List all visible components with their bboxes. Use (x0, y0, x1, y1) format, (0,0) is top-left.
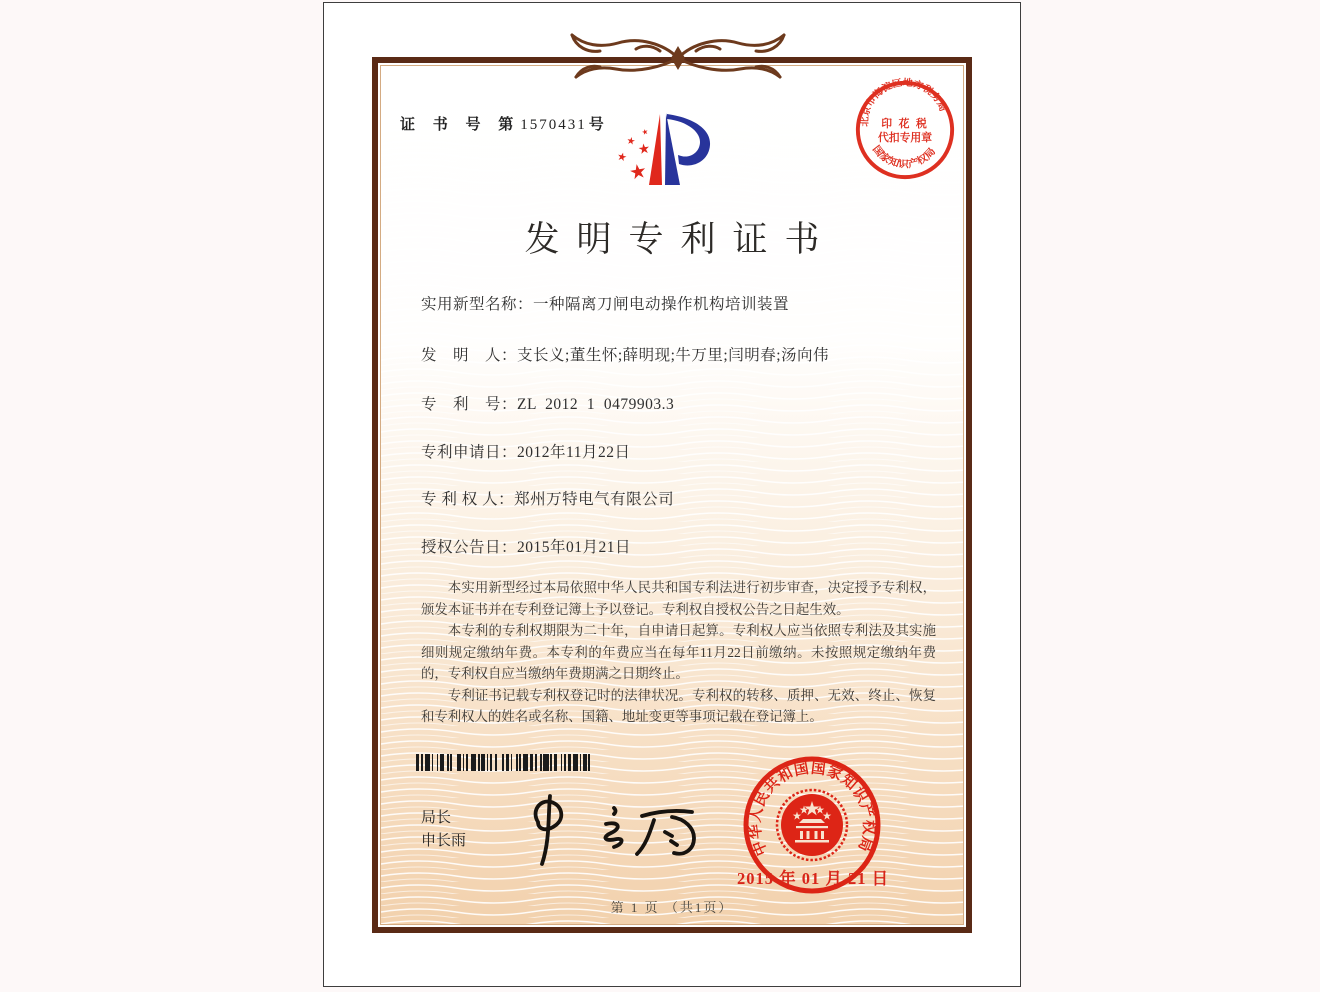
stamp-bottom-text: 国家知识产权局 (869, 143, 938, 171)
stamp-top-text: 北京市海淀区地方税务局 (860, 78, 948, 127)
cnipa-logo-icon (607, 100, 729, 198)
field-patentee (421, 487, 941, 509)
field-label: 实用新型名称： (421, 296, 534, 313)
certificate-title: 发明专利证书 (524, 220, 837, 259)
certificate-number-prefix: 证 书 号 第 (400, 117, 521, 133)
field-label: 授权公告日： (421, 539, 518, 556)
tax-stamp-icon (851, 76, 959, 184)
seal-ring-text: 中华人民共和国国家知识产权局 (746, 759, 878, 859)
certificate-number-value: 1570431 (520, 117, 587, 133)
certificate-content (381, 66, 963, 924)
field-label: 专 利 权 人： (421, 491, 515, 508)
stamp-center-line1: 印 花 税 (881, 118, 929, 131)
field-label: 专 利 号： (421, 396, 518, 413)
field-inventors (421, 343, 941, 365)
certificate-number (400, 113, 604, 134)
stamp-center-line2: 代扣专用章 (878, 131, 932, 144)
signer-block (421, 807, 466, 853)
certificate-page (323, 2, 1021, 987)
seal-date: 2015 年 01 月 21 日 (736, 869, 890, 888)
field-grant-date (421, 535, 941, 557)
certificate-number-suffix: 号 (588, 117, 604, 133)
certificate-frame-inner (380, 65, 964, 925)
field-value: ZL 2012 1 0479903.3 (517, 396, 675, 413)
signer-name: 申长雨 (421, 833, 467, 849)
legal-paragraph: 本实用新型经过本局依照中华人民共和国专利法进行初步审查，决定授予专利权，颁发本证书并在专利登记簿上予以登记。专利权自授权公告之日起生效。 (421, 580, 936, 617)
field-value: 郑州万特电气有限公司 (514, 491, 675, 508)
legal-paragraph: 本专利的专利权期限为二十年，自申请日起算。专利权人应当依照专利法及其实施细则规定缴纳年费。本专利的年费应当在每年11月22日前缴纳。未按照规定缴纳年费的，专利权自应当缴纳年费期满之日期终止。 (421, 623, 936, 681)
field-value: 2012年11月22日 (517, 444, 631, 461)
field-value: 一种隔离刀闸电动操作机构培训装置 (533, 296, 790, 313)
field-application-date (421, 440, 941, 462)
field-value: 2015年01月21日 (517, 539, 632, 556)
field-label: 专利申请日： (421, 444, 518, 461)
field-utility-model-name (421, 292, 941, 314)
top-ornament-icon (528, 25, 828, 91)
field-value: 支长义;董生怀;薛明现;牛万里;闫明春;汤向伟 (517, 347, 830, 364)
field-label: 发 明 人： (421, 347, 518, 364)
page-footer: 第 1 页 （共1页） (610, 900, 734, 915)
field-patent-number (421, 392, 941, 414)
signature-icon (526, 788, 718, 870)
certificate-frame (372, 57, 972, 933)
svg-text:国家知识产权局 (870, 143, 938, 171)
signer-title: 局长 (421, 810, 452, 826)
legal-text-block (421, 577, 936, 728)
legal-paragraph: 专利证书记载专利权登记时的法律状况。专利权的转移、质押、无效、终止、恢复和专利权人的姓名或名称、国籍、地址变更等事项记载在登记簿上。 (421, 687, 936, 724)
barcode (416, 754, 594, 771)
